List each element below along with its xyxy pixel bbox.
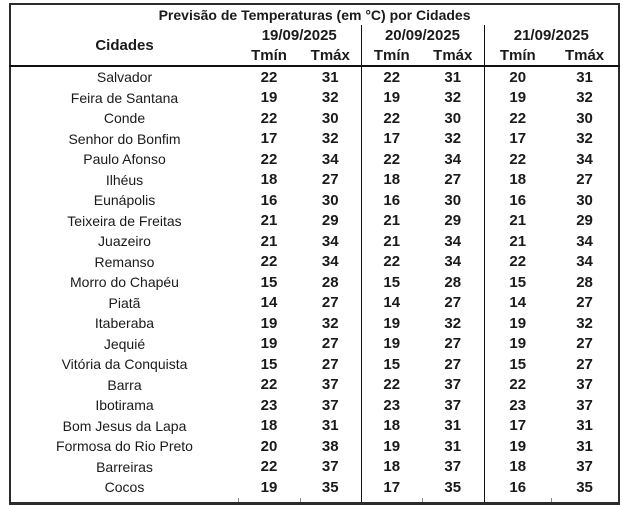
city-cell: Ilhéus xyxy=(105,171,144,188)
temp-cell: 19 xyxy=(260,335,278,353)
filler-cell xyxy=(422,498,484,504)
temp-cell: 32 xyxy=(576,130,593,148)
table-row xyxy=(10,129,619,150)
temp-cell: 19 xyxy=(361,88,422,109)
tmax-header: Tmáx xyxy=(551,46,619,66)
temp-cell: 31 xyxy=(321,68,339,86)
tmax-header: Tmáx xyxy=(300,46,361,66)
temp-cell: 19 xyxy=(361,334,422,355)
table-row xyxy=(10,149,619,170)
temp-cell: 38 xyxy=(321,437,339,455)
temp-cell: 37 xyxy=(576,376,593,394)
temp-cell: 32 xyxy=(444,314,462,332)
temp-cell: 35 xyxy=(321,478,339,496)
temp-cell: 18 xyxy=(361,170,422,191)
temp-cell: 22 xyxy=(260,150,278,168)
temp-cell: 18 xyxy=(260,171,278,189)
table-row xyxy=(10,436,619,457)
tmin-header: Tmín xyxy=(361,46,422,66)
temp-cell: 30 xyxy=(321,109,339,127)
temp-cell: 18 xyxy=(361,416,422,437)
temperature-table xyxy=(9,3,620,505)
filler-cell xyxy=(484,498,551,504)
table-row xyxy=(10,354,619,375)
temp-cell: 22 xyxy=(484,149,551,170)
temp-cell: 30 xyxy=(444,191,462,209)
temp-cell: 15 xyxy=(484,272,551,293)
table-row xyxy=(10,66,619,88)
temp-cell: 17 xyxy=(361,129,422,150)
temp-cell: 32 xyxy=(321,89,339,107)
temp-cell: 15 xyxy=(484,354,551,375)
city-cell: Vitória da Conquista xyxy=(61,356,188,373)
temp-cell: 29 xyxy=(321,212,339,230)
temp-cell: 19 xyxy=(260,478,278,496)
temp-cell: 14 xyxy=(484,293,551,314)
temp-cell: 34 xyxy=(321,232,339,250)
temp-cell: 27 xyxy=(321,294,339,312)
temp-cell: 22 xyxy=(260,253,278,271)
temp-cell: 16 xyxy=(260,191,278,209)
temp-cell: 28 xyxy=(576,273,593,291)
temp-cell: 31 xyxy=(444,68,462,86)
temp-cell: 15 xyxy=(361,354,422,375)
temp-cell: 19 xyxy=(260,89,278,107)
date-header-3: 21/09/2025 xyxy=(484,25,619,46)
temp-cell: 34 xyxy=(321,253,339,271)
temp-cell: 34 xyxy=(576,150,593,168)
table-row xyxy=(10,416,619,437)
temp-cell: 34 xyxy=(576,232,593,250)
temp-cell: 31 xyxy=(576,437,593,455)
temp-cell: 22 xyxy=(260,376,278,394)
filler-cell xyxy=(551,498,619,504)
temp-cell: 18 xyxy=(484,170,551,191)
temp-cell: 37 xyxy=(321,458,339,476)
table-row xyxy=(10,313,619,334)
temp-cell: 37 xyxy=(444,376,462,394)
city-cell: Jequié xyxy=(103,335,146,352)
city-cell: Bom Jesus da Lapa xyxy=(62,417,187,434)
date-header-row xyxy=(10,25,619,46)
temp-cell: 17 xyxy=(484,129,551,150)
temp-cell: 30 xyxy=(444,109,462,127)
city-cell: Cocos xyxy=(104,479,145,496)
temp-cell: 17 xyxy=(361,477,422,498)
cities-column-header: Cidades xyxy=(10,25,238,66)
temp-cell: 34 xyxy=(444,253,462,271)
temp-cell: 18 xyxy=(484,457,551,478)
temp-cell: 27 xyxy=(321,171,339,189)
filler-cell xyxy=(238,498,300,504)
temp-cell: 27 xyxy=(576,294,593,312)
temp-cell: 19 xyxy=(260,314,278,332)
temp-cell: 18 xyxy=(260,417,278,435)
temp-cell: 22 xyxy=(484,252,551,273)
temp-cell: 19 xyxy=(361,436,422,457)
temp-cell: 30 xyxy=(321,191,339,209)
temp-cell: 37 xyxy=(444,458,462,476)
city-cell: Juazeiro xyxy=(98,233,151,250)
temp-cell: 22 xyxy=(260,458,278,476)
temp-cell: 31 xyxy=(321,417,339,435)
temp-cell: 27 xyxy=(576,335,593,353)
temp-cell: 30 xyxy=(576,191,593,209)
temp-cell: 22 xyxy=(260,68,278,86)
city-cell: Morro do Chapéu xyxy=(70,274,179,291)
table-row xyxy=(10,252,619,273)
city-cell: Formosa do Rio Preto xyxy=(56,438,193,455)
temp-cell: 20 xyxy=(260,437,278,455)
temp-cell: 22 xyxy=(361,149,422,170)
forecast-sheet xyxy=(9,3,620,505)
temp-cell: 27 xyxy=(576,355,593,373)
table-row xyxy=(10,477,619,498)
temp-cell: 35 xyxy=(444,478,462,496)
table-row xyxy=(10,170,619,191)
temp-cell: 32 xyxy=(444,130,462,148)
table-row xyxy=(10,88,619,109)
city-cell: Barra xyxy=(107,376,142,393)
temp-cell: 30 xyxy=(576,109,593,127)
temp-cell: 21 xyxy=(484,211,551,232)
temp-cell: 19 xyxy=(484,334,551,355)
temp-cell: 22 xyxy=(484,108,551,129)
city-cell: Itaberaba xyxy=(94,315,155,332)
temp-cell: 15 xyxy=(260,273,278,291)
temp-cell: 16 xyxy=(361,190,422,211)
tmax-header: Tmáx xyxy=(422,46,484,66)
temp-cell: 14 xyxy=(361,293,422,314)
temp-cell: 20 xyxy=(484,66,551,88)
table-row xyxy=(10,231,619,252)
temp-cell: 19 xyxy=(484,313,551,334)
temp-cell: 37 xyxy=(321,396,339,414)
temp-cell: 16 xyxy=(484,477,551,498)
temp-cell: 27 xyxy=(444,294,462,312)
temp-cell: 17 xyxy=(484,416,551,437)
temp-cell: 14 xyxy=(260,294,278,312)
temp-cell: 19 xyxy=(484,88,551,109)
temp-cell: 32 xyxy=(321,130,339,148)
temp-cell: 37 xyxy=(576,458,593,476)
temp-cell: 27 xyxy=(444,335,462,353)
city-cell: Barreiras xyxy=(96,458,153,475)
temp-cell: 16 xyxy=(484,190,551,211)
temp-cell: 21 xyxy=(361,231,422,252)
table-row xyxy=(10,334,619,355)
temp-cell: 35 xyxy=(576,478,593,496)
table-row xyxy=(10,395,619,416)
date-header-1: 19/09/2025 xyxy=(261,27,337,44)
temp-cell: 37 xyxy=(576,396,593,414)
temp-cell: 21 xyxy=(260,232,278,250)
city-cell: Salvador xyxy=(96,69,153,86)
temp-cell: 27 xyxy=(576,171,593,189)
temp-cell: 31 xyxy=(576,68,593,86)
city-cell: Ibotirama xyxy=(95,397,154,414)
table-row xyxy=(10,375,619,396)
temp-cell: 34 xyxy=(321,150,339,168)
temp-cell: 27 xyxy=(321,355,339,373)
table-row xyxy=(10,293,619,314)
temp-cell: 15 xyxy=(260,355,278,373)
filler-cell xyxy=(361,498,422,504)
date-header-2: 20/09/2025 xyxy=(361,25,484,46)
table-row xyxy=(10,457,619,478)
table-row xyxy=(10,190,619,211)
temp-cell: 34 xyxy=(444,232,462,250)
temp-cell: 31 xyxy=(576,417,593,435)
temp-cell: 22 xyxy=(361,375,422,396)
temp-cell: 22 xyxy=(484,375,551,396)
temp-cell: 21 xyxy=(260,212,278,230)
temp-cell: 32 xyxy=(321,314,339,332)
city-cell: Piatã xyxy=(108,294,141,311)
table-row xyxy=(10,211,619,232)
table-row xyxy=(10,108,619,129)
tmin-header: Tmín xyxy=(484,46,551,66)
temp-cell: 15 xyxy=(361,272,422,293)
filler-cell xyxy=(10,498,238,504)
city-cell: Eunápolis xyxy=(93,192,156,209)
city-cell: Feira de Santana xyxy=(70,89,179,106)
city-cell: Remanso xyxy=(94,253,155,270)
city-cell: Senhor do Bonfim xyxy=(68,130,181,147)
city-cell: Teixeira de Freitas xyxy=(67,212,182,229)
temp-cell: 28 xyxy=(444,273,462,291)
clipped-row-ticks xyxy=(10,498,619,504)
temp-cell: 19 xyxy=(484,436,551,457)
temp-cell: 32 xyxy=(444,89,462,107)
temp-cell: 22 xyxy=(260,109,278,127)
temp-cell: 22 xyxy=(361,66,422,88)
temp-cell: 23 xyxy=(260,396,278,414)
temp-cell: 17 xyxy=(260,130,278,148)
temp-cell: 32 xyxy=(576,89,593,107)
city-cell: Conde xyxy=(103,110,146,127)
temp-cell: 19 xyxy=(361,313,422,334)
table-body xyxy=(10,66,619,498)
temp-cell: 27 xyxy=(321,335,339,353)
temp-cell: 29 xyxy=(444,212,462,230)
table-title-row xyxy=(10,4,619,25)
temp-cell: 28 xyxy=(321,273,339,291)
filler-cell xyxy=(300,498,361,504)
table-title: Previsão de Temperaturas (em °C) por Cidades xyxy=(158,7,471,23)
temp-cell: 31 xyxy=(444,437,462,455)
temp-cell: 21 xyxy=(484,231,551,252)
temp-cell: 37 xyxy=(321,376,339,394)
temp-cell: 23 xyxy=(361,395,422,416)
temp-cell: 37 xyxy=(444,396,462,414)
temp-cell: 34 xyxy=(576,253,593,271)
temp-cell: 27 xyxy=(444,355,462,373)
temp-cell: 18 xyxy=(361,457,422,478)
temp-cell: 27 xyxy=(444,171,462,189)
tmin-header: Tmín xyxy=(238,46,300,66)
temp-cell: 22 xyxy=(361,108,422,129)
temp-cell: 31 xyxy=(444,417,462,435)
temp-cell: 21 xyxy=(361,211,422,232)
temp-cell: 34 xyxy=(444,150,462,168)
temp-cell: 23 xyxy=(484,395,551,416)
temp-cell: 29 xyxy=(576,212,593,230)
temp-cell: 22 xyxy=(361,252,422,273)
temp-cell: 32 xyxy=(576,314,593,332)
table-row xyxy=(10,272,619,293)
city-cell: Paulo Afonso xyxy=(83,151,166,168)
